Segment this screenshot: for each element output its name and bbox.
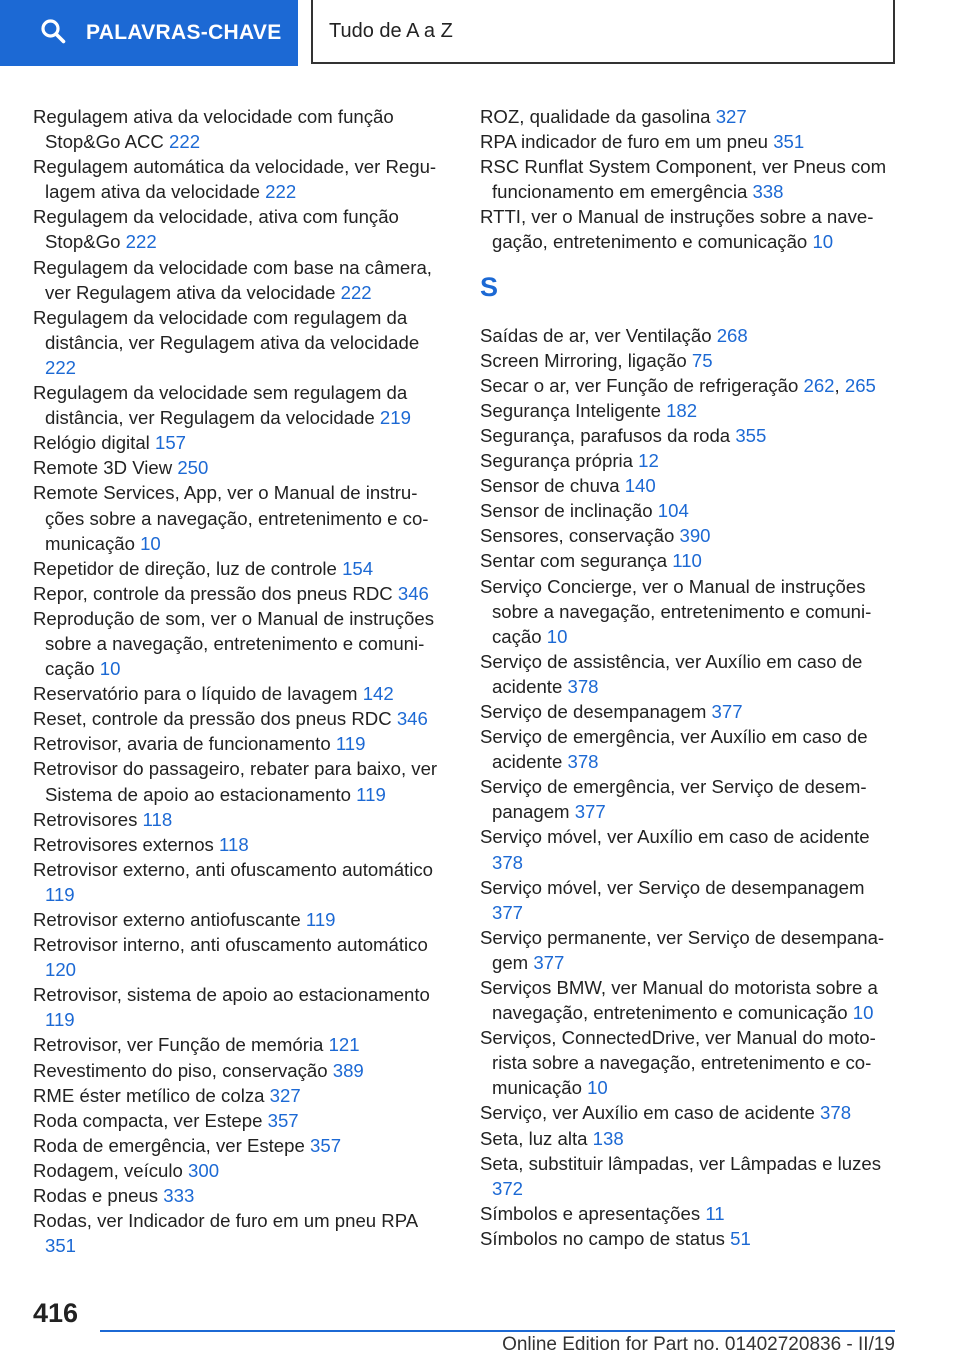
index-entry — [33, 982, 448, 1032]
index-entry-text: RME éster metílico de colza — [33, 1084, 265, 1106]
index-entry-text: Retrovisor externo antiofuscante — [33, 909, 301, 930]
page-link[interactable]: 377 — [711, 700, 743, 722]
index-entry — [33, 706, 448, 731]
index-entry — [480, 1126, 900, 1151]
index-entry-text: Regulagem da velocidade sem regulagem da distância, ver Regulagem da velocidade — [33, 382, 408, 429]
index-column-left — [33, 104, 448, 1258]
index-entry-text: Secar o ar, ver Função de refrigeração — [480, 374, 799, 396]
index-entry — [33, 1032, 448, 1057]
index-group-r — [480, 104, 900, 255]
index-entry — [480, 1025, 900, 1100]
page-link[interactable]: 222 — [340, 281, 372, 303]
index-entry-text: RSC Runflat System Component, ver Pneus com funcionamento em emergência — [480, 156, 887, 203]
search-icon — [40, 18, 86, 49]
keywords-label: PALAVRAS-CHAVE — [86, 21, 282, 44]
page-link[interactable]: 390 — [679, 525, 711, 547]
index-entry — [480, 548, 900, 573]
index-entry — [480, 1226, 900, 1251]
page-link[interactable]: 10 — [546, 625, 568, 647]
index-entry-text: Regulagem da velocidade, ativa com função Stop&Go — [33, 206, 399, 253]
index-entry-text: Serviço móvel, ver Serviço de desempanagem — [480, 876, 865, 898]
index-entry — [480, 523, 900, 548]
index-entry-text: Serviço de assistência, ver Auxílio em caso de acidente — [480, 650, 863, 697]
page-link[interactable]: 378 — [567, 675, 599, 697]
page-link[interactable]: 377 — [533, 951, 565, 973]
index-entry-text: Sensor de inclinação — [480, 500, 653, 522]
index-entry: Secar o ar, ver Função de refrigeração 262, 265 — [480, 374, 876, 396]
page-link[interactable]: 357 — [267, 1109, 299, 1131]
index-entry-text: Screen Mirroring, ligação — [480, 349, 687, 371]
index-entry — [33, 455, 448, 480]
page-link[interactable]: 265 — [844, 374, 876, 396]
index-entry-text: Regulagem da velocidade com regulagem da distância, ver Regulagem ativa da velocidade — [33, 306, 420, 353]
index-entry — [33, 430, 448, 455]
index-entry-text: Retrovisor, ver Função de memória — [33, 1034, 324, 1056]
page-link[interactable]: 346 — [396, 708, 428, 730]
index-entry — [480, 104, 900, 129]
keywords-button[interactable] — [0, 0, 298, 66]
page-link[interactable]: 250 — [177, 457, 209, 479]
page-link[interactable]: 75 — [691, 349, 713, 371]
page-link[interactable]: 104 — [657, 500, 689, 522]
page-link[interactable]: 338 — [752, 181, 784, 203]
index-entry — [33, 154, 448, 204]
page-link[interactable]: 121 — [328, 1034, 360, 1056]
page-link[interactable]: 10 — [812, 231, 834, 253]
index-group-s — [480, 323, 900, 1251]
index-entry — [480, 774, 900, 824]
index-entry — [33, 681, 448, 706]
index-column-right — [480, 104, 900, 1251]
index-entry-text: Símbolos no campo de status — [480, 1227, 725, 1249]
page-link[interactable]: 346 — [397, 582, 429, 604]
a-to-z-tab[interactable] — [311, 0, 895, 64]
index-entry-text: Regulagem automática da velocidade, ver Regulagem ativa da velocidade — [33, 156, 437, 203]
index-entry-text: Remote Services, App, ver o Manual de instruções sobre a navegação, entretenimento e comunicação — [33, 482, 429, 554]
index-entry-text: Remote 3D View — [33, 457, 173, 479]
page-link[interactable]: 351 — [45, 1235, 77, 1257]
index-entry-text: Serviços, ConnectedDrive, ver Manual do motorista sobre a navegação, entretenimento e comunicação — [480, 1027, 876, 1099]
index-entry-text: Serviço Concierge, ver o Manual de instruções sobre a navegação, entretenimento e comunicação — [480, 575, 872, 647]
page-link[interactable]: 219 — [379, 407, 411, 429]
index-entry-text: Seta, luz alta — [480, 1127, 588, 1149]
index-entry — [480, 975, 900, 1025]
index-entry-text: Segurança própria — [480, 450, 633, 472]
page-link[interactable]: 138 — [592, 1127, 624, 1149]
index-entry-text: Rodas, ver Indicador de furo em um pneu RPA — [33, 1210, 418, 1232]
index-entry — [480, 348, 900, 373]
index-entry-text: RPA indicador de furo em um pneu — [480, 131, 769, 153]
page-link[interactable]: 372 — [492, 1177, 524, 1199]
index-entry — [33, 1058, 448, 1083]
index-entry — [33, 380, 448, 430]
index-entry — [33, 832, 448, 857]
index-entry-text: Retrovisor interno, anti ofuscamento automático — [33, 934, 428, 956]
page-link[interactable]: 119 — [305, 909, 336, 930]
page-link[interactable]: 10 — [140, 532, 161, 554]
index-entry-text: Reset, controle da pressão dos pneus RDC — [33, 708, 392, 730]
index-entry-text: Retrovisor, avaria de funcionamento — [33, 733, 331, 755]
index-entry-text: ROZ, qualidade da gasolina — [480, 106, 711, 127]
index-entry — [33, 480, 448, 555]
index-entry-text: Sensor de chuva — [480, 475, 620, 497]
page-link[interactable]: 157 — [154, 432, 187, 454]
index-entry — [33, 305, 448, 380]
index-entry — [480, 498, 900, 523]
index-entry — [480, 323, 900, 348]
index-entry — [480, 1100, 900, 1125]
index-entry — [33, 1158, 448, 1183]
page-link[interactable]: 378 — [567, 751, 599, 773]
page-link[interactable]: 222 — [169, 131, 201, 153]
index-entry — [480, 649, 900, 699]
index-entry-text: Rodagem, veículo — [33, 1159, 183, 1181]
index-entry-text: Segurança, parafusos da roda — [480, 424, 731, 446]
index-entry-text: Retrovisores externos — [33, 833, 214, 855]
header — [0, 0, 960, 66]
index-entry-text: Retrovisor externo, anti ofuscamento automático — [33, 858, 433, 880]
index-entry-text: Segurança Inteligente — [480, 399, 661, 421]
index-entry — [480, 1151, 900, 1201]
page-link[interactable]: 262 — [803, 374, 835, 396]
index-entry — [480, 875, 900, 925]
index-entry-text: Serviços BMW, ver Manual do motorista sobre a navegação, entretenimento e comunicação — [480, 977, 878, 1024]
index-entry — [480, 423, 900, 448]
index-entry-text: Regulagem ativa da velocidade com função Stop&Go ACC — [33, 106, 394, 153]
index-entry-text: Serviço de emergência, ver Serviço de desempanagem — [480, 776, 867, 823]
index-entry-text: Roda compacta, ver Estepe — [33, 1109, 263, 1131]
page-link[interactable]: 378 — [820, 1102, 852, 1124]
index-entry — [33, 807, 448, 832]
page-link[interactable]: 327 — [269, 1084, 301, 1106]
page-link[interactable]: 268 — [716, 324, 748, 346]
index-entry — [33, 1083, 448, 1108]
section-letter: S — [480, 271, 499, 302]
index-entry — [33, 606, 448, 681]
index-entry-text: Símbolos e apresentações — [480, 1202, 701, 1224]
page-link[interactable]: 300 — [188, 1159, 220, 1181]
index-entry-text: Revestimento do piso, conservação — [33, 1059, 328, 1081]
page-link[interactable]: 327 — [715, 106, 747, 127]
index-entry-text: Serviço permanente, ver Serviço de desempanagem — [480, 926, 885, 973]
index-entry — [480, 724, 900, 774]
index-entry — [33, 907, 448, 932]
index-entry-text: Roda de emergência, ver Estepe — [33, 1134, 305, 1156]
index-entry-text: Retrovisor, sistema de apoio ao estacionamento — [33, 984, 430, 1006]
index-entry — [33, 1133, 448, 1158]
page-link[interactable]: 11 — [705, 1202, 725, 1224]
index-entry-text: Sensores, conservação — [480, 525, 675, 547]
index-entry — [480, 699, 900, 724]
page-link[interactable]: 142 — [362, 683, 394, 705]
page-link[interactable]: 377 — [492, 901, 524, 923]
index-entry — [480, 129, 900, 154]
page-number: 416 — [33, 1298, 79, 1328]
page-link[interactable]: 119 — [356, 783, 386, 805]
index-entry — [33, 1183, 448, 1208]
index-entry — [480, 1201, 900, 1226]
page-link[interactable]: 357 — [310, 1134, 342, 1156]
index-entry — [33, 1208, 448, 1258]
index-entry — [33, 556, 448, 581]
page-link[interactable]: 51 — [730, 1227, 751, 1249]
page-link[interactable]: 110 — [672, 550, 702, 572]
index-entry-text: Serviço de emergência, ver Auxílio em caso de acidente — [480, 726, 868, 773]
page-link[interactable]: 12 — [638, 450, 659, 472]
index-entry-text: Relógio digital — [33, 432, 150, 454]
page-link[interactable]: 120 — [45, 959, 77, 981]
page-link[interactable]: 222 — [125, 231, 157, 253]
index-entry — [33, 255, 448, 305]
a-to-z-label: Tudo de A a Z — [329, 19, 453, 42]
index-entry — [480, 473, 900, 498]
index-entry-text: Serviço, ver Auxílio em caso de acidente — [480, 1102, 815, 1124]
page-link[interactable]: 10 — [587, 1077, 608, 1099]
footer-divider — [100, 1330, 895, 1332]
index-entry — [33, 857, 448, 907]
index-entry — [480, 824, 900, 874]
index-entry — [33, 204, 448, 254]
index-entry — [33, 1108, 448, 1133]
index-entry — [480, 154, 900, 204]
index-entry — [33, 731, 448, 756]
page-link[interactable]: 351 — [773, 131, 805, 153]
index-entry-text: Seta, substituir lâmpadas, ver Lâmpadas e luzes — [480, 1152, 882, 1174]
page-link[interactable]: 119 — [45, 883, 75, 905]
index-entry — [480, 204, 900, 254]
page-link[interactable]: 119 — [335, 733, 366, 755]
index-entry-text: Retrovisores — [33, 808, 138, 830]
page-link[interactable]: 389 — [332, 1059, 364, 1081]
index-entry-text: Serviço móvel, ver Auxílio em caso de acidente — [480, 826, 870, 848]
index-entry-text: Retrovisor do passageiro, rebater para baixo, ver Sistema de apoio ao estacionamento — [33, 758, 438, 805]
index-entry — [480, 925, 900, 975]
page-link[interactable]: 154 — [342, 557, 374, 579]
page-link[interactable]: 118 — [219, 833, 249, 855]
page-link[interactable]: 333 — [163, 1185, 195, 1207]
index-entry-text: RTTI, ver o Manual de instruções sobre a navegação, entretenimento e comunicação — [480, 206, 874, 253]
index-entry — [33, 581, 448, 606]
page-link[interactable]: 10 — [99, 658, 121, 680]
index-entry — [33, 756, 448, 806]
page-link[interactable]: 10 — [852, 1002, 874, 1024]
page-link[interactable]: 378 — [492, 851, 524, 873]
index-entry-text: Rodas e pneus — [33, 1185, 159, 1207]
page-link[interactable]: 140 — [624, 475, 656, 497]
index-entry-text: Serviço de desempanagem — [480, 700, 707, 722]
index-entry-text: Reprodução de som, ver o Manual de instruções sobre a navegação, entretenimento e comunicação — [33, 607, 435, 680]
page-link[interactable]: 222 — [265, 181, 297, 203]
page-link[interactable]: 182 — [666, 399, 698, 421]
page-link[interactable]: 222 — [45, 356, 77, 378]
index-entry — [480, 398, 900, 423]
index-entry-text: Repor, controle da pressão dos pneus RDC — [33, 582, 393, 604]
index-entry — [33, 932, 448, 982]
index-entry — [480, 448, 900, 473]
page-link[interactable]: 377 — [574, 801, 606, 823]
index-entry-text: Regulagem da velocidade com base na câmera, ver Regulagem ativa da velocidade — [33, 256, 432, 303]
page-link[interactable]: 355 — [735, 424, 767, 446]
index-entry — [480, 574, 900, 649]
page-link[interactable]: 118 — [142, 808, 173, 830]
edition-text: Online Edition for Part no. 01402720836 - II/19 — [502, 1334, 895, 1355]
index-entry-text: Repetidor de direção, luz de controle — [33, 557, 337, 579]
index-entry-text: Reservatório para o líquido de lavagem — [33, 683, 358, 705]
index-entry-text: Sentar com segurança — [480, 550, 668, 572]
page-link[interactable]: 119 — [45, 1009, 75, 1031]
index-entry — [33, 104, 448, 154]
index-entry-text: Saídas de ar, ver Ventilação — [480, 324, 712, 346]
